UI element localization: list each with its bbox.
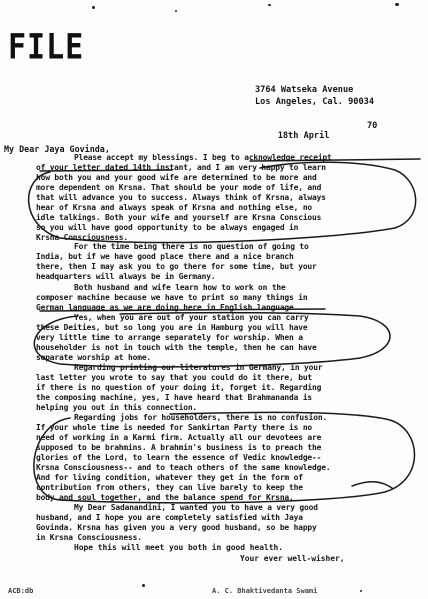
body-line: more dependent on Krsna. That should be your mode of life, and <box>36 183 322 192</box>
body-line: last letter you wrote to say that you could do it there, but <box>36 373 313 382</box>
body-line: idle talkings. Both your wife and yourself are Krsna Conscious <box>36 213 322 222</box>
scan-speck <box>395 3 399 6</box>
scan-speck <box>175 10 177 12</box>
underline-mark <box>40 309 325 311</box>
address-line-1: 3764 Watseka Avenue <box>255 85 354 95</box>
body-line: of your letter dated 14th instant, and I am very happy to learn <box>36 163 326 172</box>
scan-speck <box>268 4 271 6</box>
body-line: If your whole time is needed for Sankirtan Party there is no <box>36 423 313 432</box>
closing-wish: Hope this will meet you both in good health. <box>74 543 284 552</box>
oval-mark <box>34 313 390 367</box>
body-line: in Krsna Consciousness. <box>36 533 142 542</box>
body-line: the composing machine, yes, I have heard that Brahmananda is <box>36 393 313 402</box>
body-line: how both you and your good wife are determined to be more and <box>36 173 317 182</box>
body-line: Regarding jobs for householders, there is no confusion. <box>74 413 328 422</box>
body-line: India, but if we have good place there and a nice branch <box>36 252 294 261</box>
signature-line: A. C. Bhaktivedanta Swami <box>212 587 318 595</box>
body-line: separate worship at home. <box>36 353 152 362</box>
body-line: Govinda. Krsna has given you a very good husband, so be happy <box>36 523 317 532</box>
footer-initials: ACB:db <box>8 587 34 595</box>
body-line: Krsna Consciousness-- and to teach others of the same knowledge. <box>36 463 331 472</box>
body-line: householder is not in touch with the temple, then he can have <box>36 343 317 352</box>
date-day-month: 18th April <box>277 131 330 141</box>
scan-speck <box>360 590 362 592</box>
scan-speck <box>142 584 145 587</box>
body-line: Regarding printing our literatures in Germany, in your <box>74 363 323 372</box>
body-line: My Dear Sadanandini, I wanted you to have a very good <box>74 503 318 512</box>
body-line: need of working in a Karmi firm. Actually all our devotees are <box>36 433 322 442</box>
body-line: Both husband and wife learn how to work on the <box>74 283 286 292</box>
underline-mark <box>250 159 420 161</box>
body-line: that will advance you to success. Always think of Krsna, always <box>36 193 326 202</box>
body-line: Please accept my blessings. I beg to acknowledge receipt <box>74 153 332 162</box>
body-line: so you will have good opportunity to be always engaged in <box>36 223 299 232</box>
body-line: headquarters will always be in Germany. <box>36 272 216 281</box>
body-line: glories of the Lord, to learn the essence of Vedic knowledge-- <box>36 453 322 462</box>
underline-mark <box>40 170 172 171</box>
body-line: Yes, when you are out of your station you can carry <box>74 313 309 322</box>
salutation: My Dear Jaya Govinda, <box>4 144 110 154</box>
underline-mark <box>352 482 392 488</box>
body-line: contribution from others, they can live barely to keep the <box>36 483 303 492</box>
body-line: very little time to arrange separately for worship. When a <box>36 333 303 342</box>
body-line: For the time being there is no question of going to <box>74 242 309 251</box>
body-line: hear of Krsna and always speak of Krsna and nothing else, no <box>36 203 313 212</box>
body-line: body and soul together, and the balance spend for Krsna. <box>36 493 294 502</box>
body-line: supposed to be brahmins. A brahmin's business is to preach the <box>36 443 322 452</box>
body-line: there, then I may ask you to go there for some time, but your <box>36 262 317 271</box>
body-line: helping you out in this connection. <box>36 403 198 412</box>
body-line: German language as we are doing here in English language. <box>36 303 299 312</box>
body-line: husband, and I hope you are completely satisfied with Jaya <box>36 513 303 522</box>
scan-speck <box>92 6 95 9</box>
body-line: Krsna Consciousness. <box>36 233 129 242</box>
body-line: these Deities, but so long you are in Hamburg you will have <box>36 323 308 332</box>
body-line: composer machine because we have to print so many things in <box>36 293 308 302</box>
body-line: And for living condition, whatever they get in the form of <box>36 473 303 482</box>
address-line-2: Los Angeles, Cal. 90034 <box>255 97 374 107</box>
oval-mark <box>34 412 415 502</box>
body-line: if there is no question of your doing it, forget it. Regarding <box>36 383 322 392</box>
oval-mark <box>29 162 416 242</box>
closing-well-wisher: Your ever well-wisher, <box>240 554 345 563</box>
file-stamp: FILE <box>8 27 85 68</box>
date-year: 70 <box>367 121 378 131</box>
